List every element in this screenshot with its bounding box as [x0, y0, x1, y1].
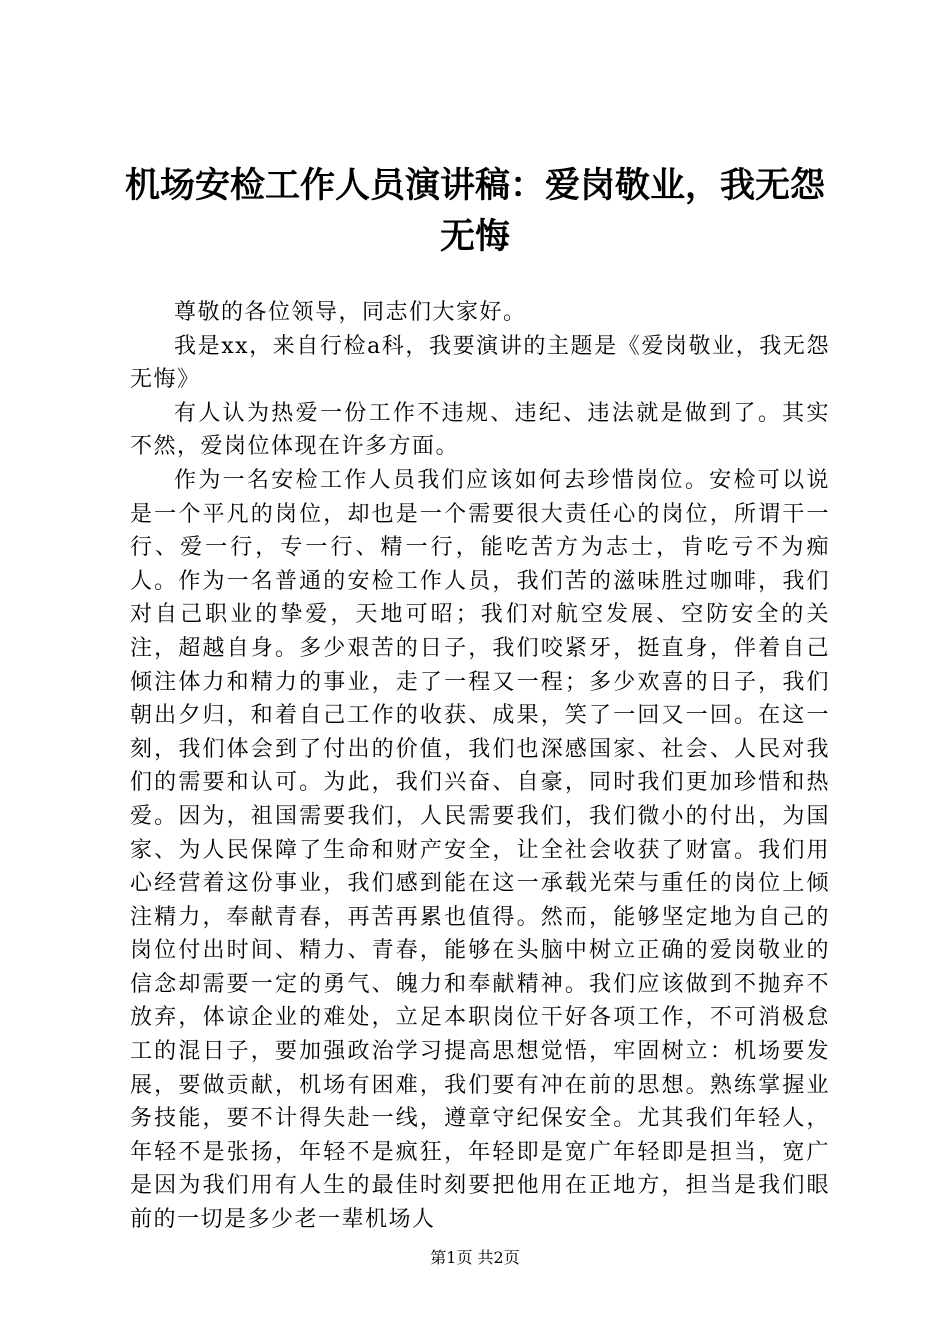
document-title: 机场安检工作人员演讲稿：爱岗敬业，我无怨无悔 — [124, 165, 825, 257]
paragraph-opinion: 有人认为热爱一份工作不违规、违纪、违法就是做到了。其实不然，爱岗位体现在许多方面。 — [130, 400, 830, 460]
page-footer: 第1页 共2页 — [430, 1248, 520, 1267]
paragraph-greeting: 尊敬的各位领导，同志们大家好。 — [174, 300, 527, 325]
paragraph-introduction: 我是xx，来自行检a科，我要演讲的主题是《爱岗敬业，我无怨无悔》 — [130, 333, 830, 393]
paragraph-main: 作为一名安检工作人员我们应该如何去珍惜岗位。安检可以说是一个平凡的岗位，却也是一个需要很大责任心的岗位，所谓干一行、爱一行，专一行、精一行，能吃苦方为志士，肯吃亏不为痴人。作为一名普通的安检工作人员，我们苦的滋味胜过咖啡，我们对自己职业的挚爱，天地可昭；我们对航空发展、空防安全的关注，超越自身。多少艰苦的日子，我们咬紧牙，挺直身，伴着自己倾注体力和精力的事业，走了一程又一程；多少欢喜的日子，我们朝出夕归，和着自己工作的收获、成果，笑了一回又一回。在这一刻，我们体会到了付出的价值，我们也深感国家、社会、人民对我们的需要和认可。为此，我们兴奋、自豪，同时我们更加珍惜和热爱。因为，祖国需要我们，人民需要我们，我们微小的付出，为国家、为人民保障了生命和财产安全，让全社会收获了财富。我们用心经营着这份事业，我们感到能在这一承载光荣与重任的岗位上倾注精力，奉献青春，再苦再累也值得。然而，能够坚定地为自己的岗位付出时间、精力、青春，能够在头脑中树立正确的爱岗敬业的信念却需要一定的勇气、魄力和奉献精神。我们应该做到不抛弃不放弃，体谅企业的难处，立足本职岗位干好各项工作，不可消极怠工的混日子，要加强政治学习提高思想觉悟，牢固树立：机场要发展，要做贡献，机场有困难，我们要有冲在前的思想。熟练掌握业务技能，要不计得失赴一线，遵章守纪保安全。尤其我们年轻人，年轻不是张扬，年轻不是疯狂，年轻即是宽广年轻即是担当，宽广是因为我们用有人生的最佳时刻要把他用在正地方，担当是我们眼前的一切是多少老一辈机场人 — [130, 467, 830, 1233]
document-body — [130, 296, 830, 1237]
